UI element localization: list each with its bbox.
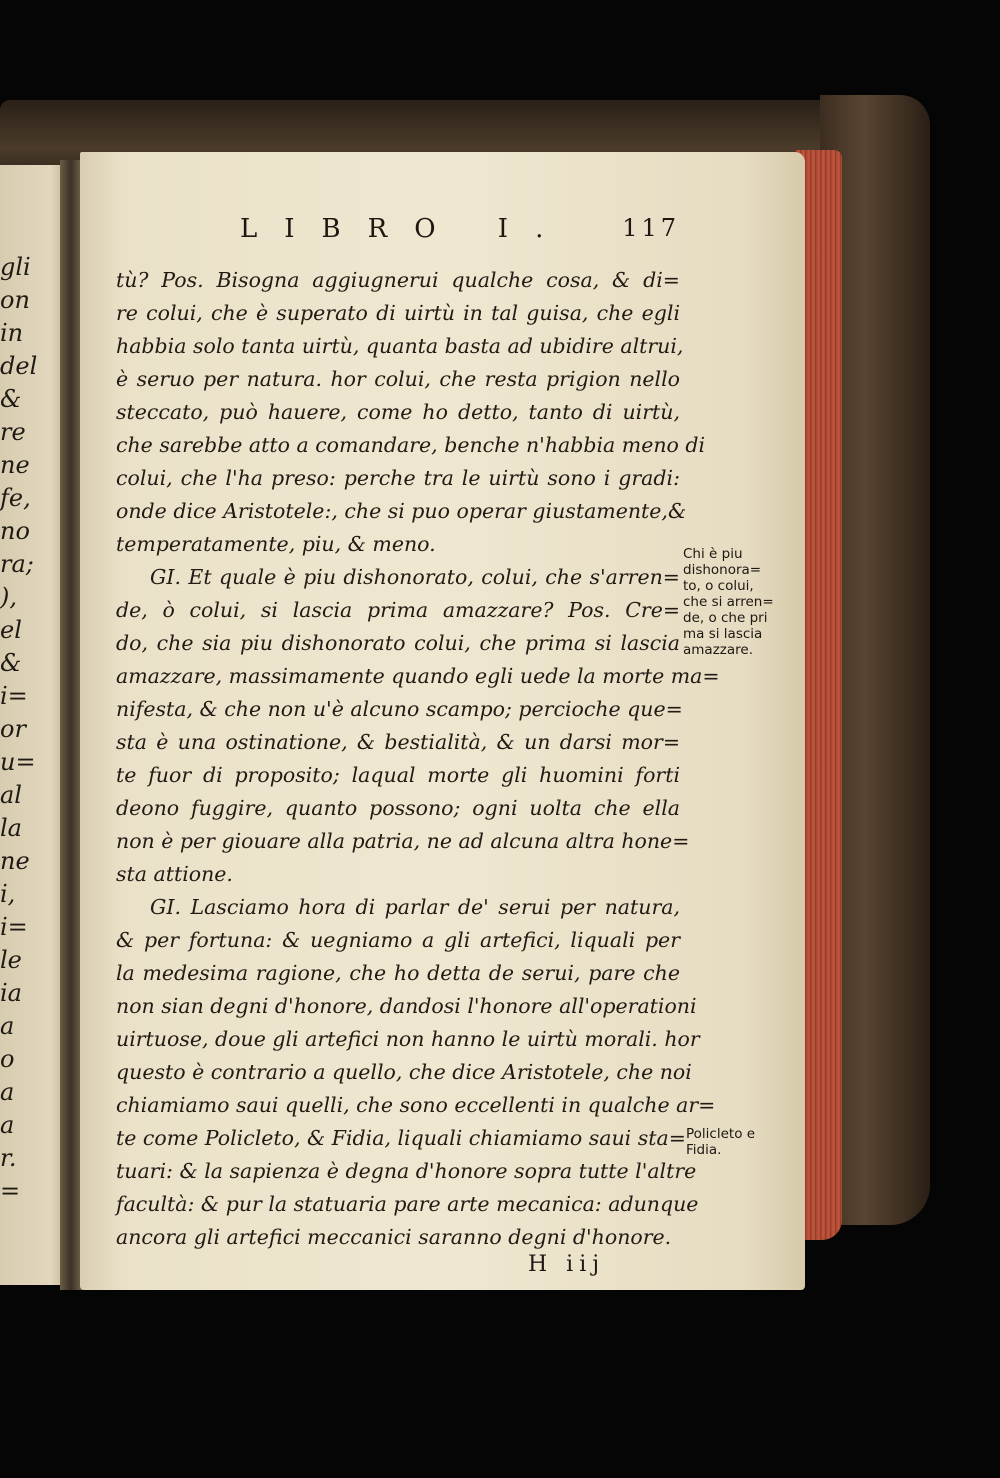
text-line: temperatamente, piu, & meno.	[116, 532, 436, 556]
margin-note-dishonorato: Chi è piu dishonora= to, o colui, che si arren= de, o che pri ma si lascia amazzare.	[683, 546, 774, 658]
left-page-word-fragment: el	[0, 616, 22, 644]
text-line: re colui, che è superato di uirtù in tal guisa, che egli	[116, 301, 680, 325]
text-line: non è per giouare alla patria, ne ad alcuna altra hone=	[116, 829, 690, 853]
text-line: sta è una ostinatione, & bestialità, & un darsi mor=	[116, 730, 680, 754]
text-line: nifesta, & che non u'è alcuno scampo; percioche que=	[116, 697, 683, 721]
left-page-word-fragment: &	[0, 649, 22, 677]
left-page-word-fragment: no	[0, 517, 30, 545]
left-page-word-fragment: &	[0, 385, 22, 413]
text-line: chiamiamo saui quelli, che sono eccellenti in qualche ar=	[116, 1093, 716, 1117]
text-line: do, che sia piu dishonorato colui, che prima si lascia	[116, 631, 680, 655]
left-page-word-fragment: in	[0, 319, 24, 347]
left-page-word-fragment: u=	[0, 748, 36, 776]
text-line: steccato, può hauere, come ho detto, tanto di uirtù,	[116, 400, 680, 424]
left-page-word-fragment: gli	[0, 253, 31, 281]
left-page-word-fragment: ia	[0, 979, 22, 1007]
left-page-word-fragment: re	[0, 418, 26, 446]
text-line: GI. Lasciamo hora di parlar de' serui per natura,	[150, 895, 680, 919]
text-line: facultà: & pur la statuaria pare arte mecanica: adunque	[116, 1192, 699, 1216]
text-line: tù? Pos. Bisogna aggiugnerui qualche cosa, & di=	[116, 268, 680, 292]
text-line: è seruo per natura. hor colui, che resta prigion nello	[116, 367, 680, 391]
running-title: LIBRO I.	[240, 214, 571, 244]
text-line: tuari: & la sapienza è degna d'honore sopra tutte l'altre	[116, 1159, 697, 1183]
left-page-word-fragment: ne	[0, 451, 30, 479]
margin-note-policleto: Policleto e Fidia.	[686, 1126, 756, 1158]
text-line: GI. Et quale è piu dishonorato, colui, che s'arren=	[150, 565, 680, 589]
text-line: uirtuose, doue gli artefici non hanno le uirtù morali. hor	[116, 1027, 700, 1051]
left-page-word-fragment: al	[0, 781, 22, 809]
text-line: onde dice Aristotele:, che si puo operar giustamente,&	[116, 499, 687, 523]
left-page-word-fragment: ),	[0, 583, 17, 611]
text-line: colui, che l'ha preso: perche tra le uirtù sono i gradi:	[116, 466, 680, 490]
body-text	[116, 264, 720, 1254]
signature-mark: H iij	[528, 1252, 606, 1277]
left-page-word-fragment: ne	[0, 847, 30, 875]
text-line: de, ò colui, si lascia prima amazzare? Pos. Cre=	[116, 598, 680, 622]
text-line: amazzare, massimamente quando egli uede la morte ma=	[116, 664, 720, 688]
text-line: te fuor di proposito; laqual morte gli huomini forti	[116, 763, 680, 787]
text-line: ancora gli artefici meccanici saranno degni d'honore.	[116, 1225, 672, 1249]
left-page-word-fragment: r.	[0, 1144, 17, 1172]
text-line: questo è contrario a quello, che dice Aristotele, che noi	[116, 1060, 692, 1084]
running-header	[240, 214, 680, 254]
text-line: la medesima ragione, che ho detta de serui, pare che	[116, 961, 680, 985]
left-page-word-fragment: =	[0, 1177, 21, 1205]
left-page-word-fragment: o	[0, 1045, 15, 1073]
left-page-word-fragment: le	[0, 946, 22, 974]
left-page-word-fragment: ra;	[0, 550, 34, 578]
text-line: non sian degni d'honore, dandosi l'honore all'operationi	[116, 994, 697, 1018]
left-page-word-fragment: i=	[0, 913, 28, 941]
text-line: che sarebbe atto a comandare, benche n'habbia meno di	[116, 433, 706, 457]
text-line: te come Policleto, & Fidia, liquali chiamiamo saui sta=	[116, 1126, 686, 1150]
text-line: habbia solo tanta uirtù, quanta basta ad ubidire altrui,	[116, 334, 684, 358]
left-page-word-fragment: a	[0, 1078, 15, 1106]
text-line: & per fortuna: & uegniamo a gli artefici, liquali per	[116, 928, 680, 952]
text-line: sta attione.	[116, 862, 233, 886]
page-number: 117	[622, 214, 680, 242]
left-page-word-fragment: la	[0, 814, 22, 842]
left-page-word-fragment: i,	[0, 880, 16, 908]
text-line: deono fuggire, quanto possono; ogni uolta che ella	[116, 796, 680, 820]
left-page-word-fragment: a	[0, 1111, 15, 1139]
left-page-word-fragment: on	[0, 286, 30, 314]
left-page-word-fragment: i=	[0, 682, 28, 710]
left-page-word-fragment: del	[0, 352, 38, 380]
left-page-word-fragment: a	[0, 1012, 15, 1040]
left-page-word-fragment: fe,	[0, 484, 31, 512]
left-page-word-fragment: or	[0, 715, 26, 743]
